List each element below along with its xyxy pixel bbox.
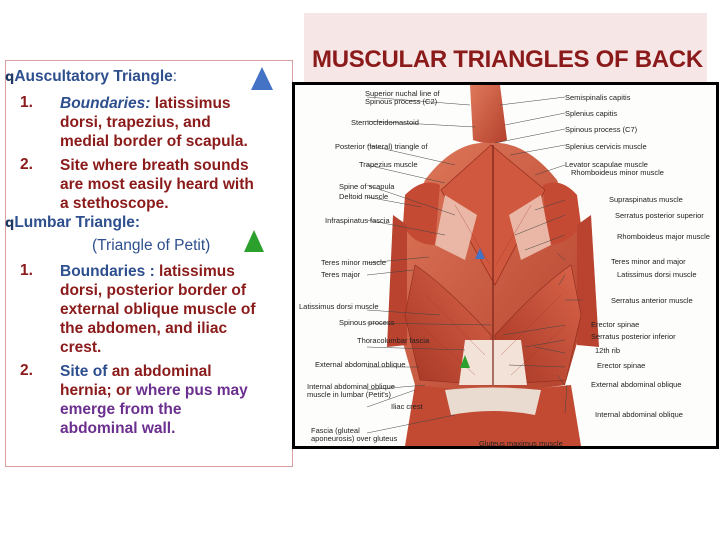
figure-label: Teres minor and major: [611, 257, 686, 266]
figure-label: Erector spinae: [597, 361, 646, 370]
figure-label: Posterior (lateral) triangle of: [335, 142, 428, 151]
item3-line4: the abdomen, and iliac: [60, 320, 228, 337]
figure-label: 12th rib: [595, 346, 621, 355]
figure-label: Teres major: [321, 270, 361, 279]
item1-line1: Boundaries: latissimus: [60, 95, 231, 112]
anatomy-figure: [292, 82, 719, 449]
item3-line1: Boundaries : latissimus: [60, 263, 235, 280]
item-number: 1.: [20, 94, 33, 111]
figure-label: Erector spinae: [591, 320, 640, 329]
item1-line2: dorsi, trapezius, and: [60, 114, 211, 131]
bullet-icon: q: [5, 216, 15, 231]
figure-label: Rhomboideus minor muscle: [571, 168, 664, 177]
figure-label: Semispinalis capitis: [565, 93, 631, 102]
figure-label: Thoracolumbar fascia: [357, 336, 430, 345]
item4-line1: Site of an abdominal: [60, 363, 212, 380]
figure-label: External abdominal oblique: [315, 360, 406, 369]
figure-label: Splenius capitis: [565, 109, 618, 118]
item-number: 2.: [20, 362, 33, 379]
item4-line3: emerge from the: [60, 401, 182, 418]
item4-line2: hernia; or where pus may: [60, 382, 248, 399]
item-number: 1.: [20, 262, 33, 279]
figure-label: Splenius cervicis muscle: [565, 142, 647, 151]
figure-label: Serratus posterior inferior: [591, 332, 676, 341]
green-triangle-marker-icon: [244, 230, 264, 252]
figure-label: muscle in lumbar (Petit's): [307, 390, 391, 399]
figure-label: Trapezius muscle: [359, 160, 418, 169]
item-number: 2.: [20, 156, 33, 173]
figure-label: Serratus anterior muscle: [611, 296, 693, 305]
figure-label: Serratus posterior superior: [615, 211, 704, 220]
item2-line2: are most easily heard with: [60, 176, 254, 193]
figure-label: Superior nuchal line of: [365, 89, 440, 98]
item4-line4: abdominal wall.: [60, 420, 176, 437]
item2-line1: Site where breath sounds: [60, 157, 249, 174]
figure-label: Levator scapulae muscle: [565, 160, 648, 169]
figure-label: External abdominal oblique: [591, 380, 682, 389]
figure-label: Internal abdominal oblique: [307, 382, 395, 391]
figure-label: Latissimus dorsi muscle: [299, 302, 379, 311]
item3-line3: external oblique muscle of: [60, 301, 256, 318]
figure-label: Iliac crest: [391, 402, 423, 411]
figure-label: Deltoid muscle: [339, 192, 389, 201]
bullet-icon: q: [5, 70, 15, 85]
figure-label: Spinous process (C7): [565, 125, 638, 134]
figure-label: Rhomboideus major muscle: [617, 232, 710, 241]
figure-label: Internal abdominal oblique: [595, 410, 683, 419]
figure-label: Latissimus dorsi muscle: [617, 270, 697, 279]
figure-label: Fascia (gluteal: [311, 426, 360, 435]
slide-title: MUSCULAR TRIANGLES OF BACK: [312, 46, 703, 73]
lumbar-heading: Lumbar Triangle:: [14, 214, 141, 231]
auscultatory-heading-line: qAuscultatory Triangle:: [5, 68, 178, 85]
figure-label: Spinous process: [339, 318, 395, 327]
item1-line3: medial border of scapula.: [60, 133, 248, 150]
figure-label: Teres minor muscle: [321, 258, 387, 267]
lumbar-subtitle: (Triangle of Petit): [92, 237, 211, 254]
figure-label: Supraspinatus muscle: [609, 195, 683, 204]
figure-label: Gluteus maximus muscle: [479, 439, 563, 448]
figure-label: Infraspinatus fascia: [325, 216, 390, 225]
item3-line2: dorsi, posterior border of: [60, 282, 247, 299]
item2-line3: a stethoscope.: [60, 195, 169, 212]
figure-label: Sternocleidomastoid: [351, 118, 419, 127]
figure-label: aponeurosis) over gluteus: [311, 434, 398, 443]
auscultatory-heading: Auscultatory Triangle: [14, 68, 173, 85]
figure-label: Spine of scapula: [339, 182, 395, 191]
item3-line5: crest.: [60, 339, 102, 356]
lumbar-heading-line: [5, 213, 140, 233]
figure-label: Spinous process (C2): [365, 97, 438, 106]
blue-triangle-marker-icon: [251, 67, 273, 90]
